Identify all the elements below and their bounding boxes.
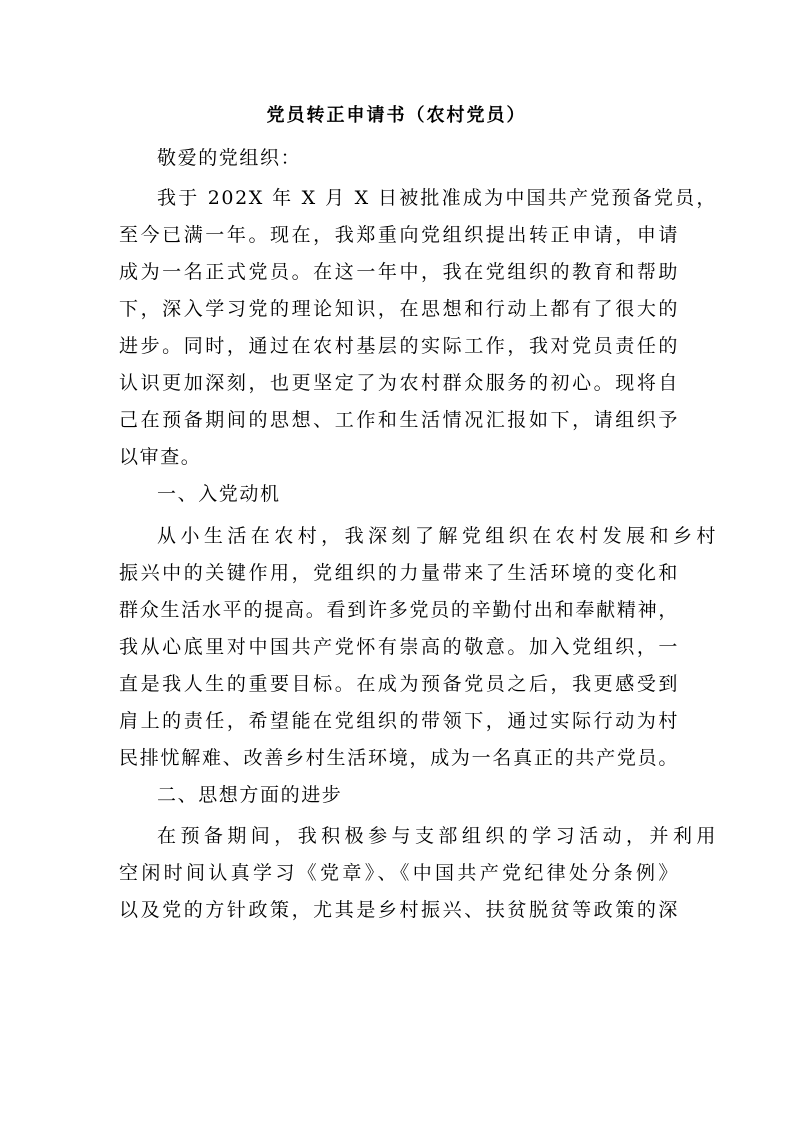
paragraph-line: 下，深入学习党的理论知识，在思想和行动上都有了很大的	[119, 298, 679, 320]
section-heading: 一、入党动机	[157, 483, 281, 505]
paragraph-line: 在预备期间，我积极参与支部组织的学习活动，并利用	[157, 825, 717, 847]
paragraph-line: 成为一名正式党员。在这一年中，我在党组织的教育和帮助	[119, 261, 679, 283]
paragraph-line: 直是我人生的重要目标。在成为预备党员之后，我更感受到	[119, 673, 679, 695]
paragraph-line: 群众生活水平的提高。看到许多党员的辛勤付出和奉献精神，	[119, 599, 679, 621]
paragraph-line: 己在预备期间的思想、工作和生活情况汇报如下，请组织予	[119, 409, 679, 431]
paragraph-line: 认识更加深刻，也更坚定了为农村群众服务的初心。现将自	[119, 372, 679, 394]
paragraph-line: 我从心底里对中国共产党怀有崇高的敬意。加入党组织，一	[119, 636, 679, 658]
salutation-line: 敬爱的党组织：	[157, 147, 302, 169]
document-title: 党员转正申请书（农村党员）	[266, 105, 527, 126]
paragraph-line: 民排忧解难、改善乡村生活环境，成为一名真正的共产党员。	[119, 747, 679, 769]
paragraph-line: 从小生活在农村，我深刻了解党组织在农村发展和乡村	[157, 525, 717, 547]
paragraph-line: 至今已满一年。现在，我郑重向党组织提出转正申请，申请	[119, 224, 679, 246]
paragraph-line: 振兴中的关键作用，党组织的力量带来了生活环境的变化和	[119, 562, 679, 584]
paragraph-line: 我于 202X 年 X 月 X 日被批准成为中国共产党预备党员，	[157, 187, 717, 209]
paragraph-line: 以及党的方针政策，尤其是乡村振兴、扶贫脱贫等政策的深	[119, 899, 679, 921]
paragraph-line: 进步。同时，通过在农村基层的实际工作，我对党员责任的	[119, 335, 679, 357]
paragraph-line: 肩上的责任，希望能在党组织的带领下，通过实际行动为村	[119, 710, 679, 732]
section-heading: 二、思想方面的进步	[157, 784, 343, 806]
paragraph-line: 空闲时间认真学习《党章》、《中国共产党纪律处分条例》	[119, 862, 679, 884]
paragraph-line: 以审查。	[119, 446, 202, 468]
